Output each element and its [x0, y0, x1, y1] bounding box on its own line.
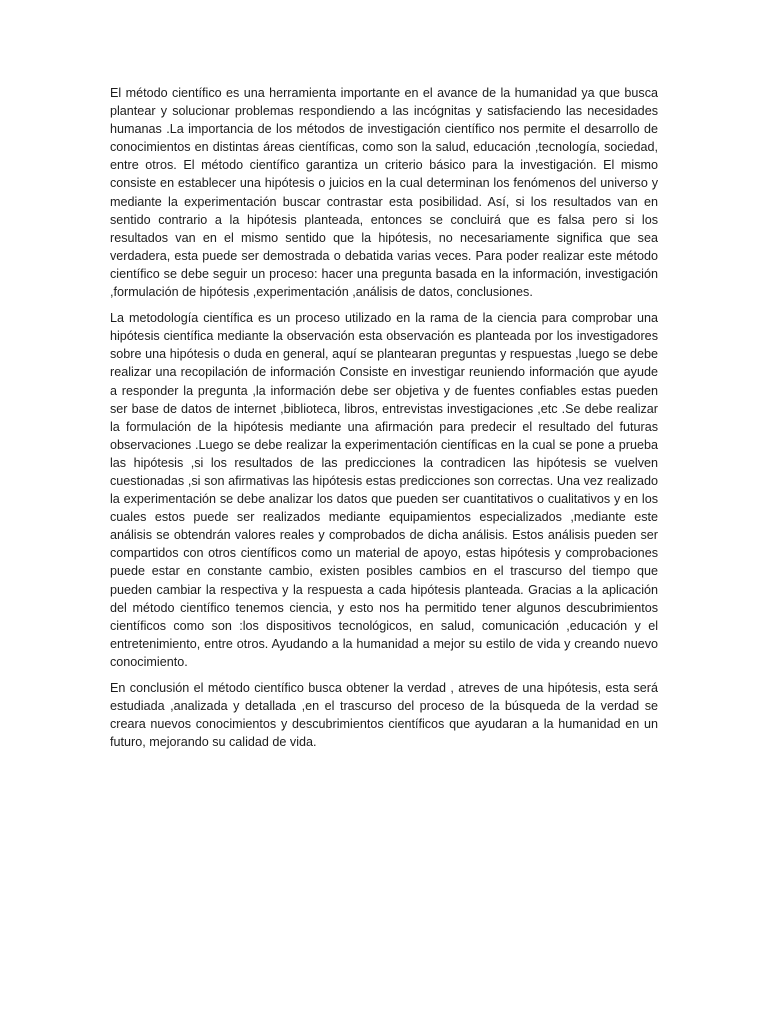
document-body [110, 84, 658, 759]
paragraph-intro: El método científico es una herramienta importante en el avance de la humanidad ya que busca plantear y solucionar problemas respondiendo a las incógnitas y satisfaciendo las necesidades humanas .La importancia de los métodos de investigación científico nos permite el desarrollo de conocimientos en distintas áreas científicas, como son la salud, educación ,tecnología, sociedad, entre otros. El método científico garantiza un criterio básico para la investigación. El mismo consiste en establecer una hipótesis o juicios en la cual determinan los fenómenos del universo y mediante la experimentación buscar contrastar esta posibilidad. Así, si los resultados van en sentido contrario a la hipótesis planteada, entonces se concluirá que es falsa pero si los resultados van en el mismo sentido que la hipótesis, no necesariamente significa que sea verdadera, esta puede ser demostrada o debatida varias veces. Para poder realizar este método científico se debe seguir un proceso: hacer una pregunta basada en la información, investigación ,formulación de hipótesis ,experimentación ,análisis de datos, conclusiones. [110, 86, 658, 300]
paragraph-conclusion: En conclusión el método científico busca obtener la verdad , atreves de una hipótesis, esta será estudiada ,analizada y detallada ,en el trascurso del proceso de la búsqueda de la verdad se creara nuevos conocimientos y descubrimientos científicos que ayudaran a la humanidad en un futuro, mejorando su calidad de vida. [110, 681, 658, 750]
paragraph-methodology: La metodología científica es un proceso utilizado en la rama de la ciencia para comprobar una hipótesis científica mediante la observación esta observación es planteada por los investigadores sobre una hipótesis o duda en general, aquí se plantearan preguntas y respuestas ,luego se debe realizar una recopilación de información Consiste en investigar reuniendo información que ayude a responder la pregunta ,la información debe ser objetiva y de fuentes confiables estas pueden ser base de datos de internet ,biblioteca, libros, entrevistas investigaciones ,etc .Se debe realizar la formulación de la hipótesis mediante una afirmación para predecir el resultado del futuras observaciones .Luego se debe realizar la experimentación científicas en la cual se pone a prueba las hipótesis ,si los resultados de las predicciones la contradicen las hipótesis se vuelven cuestionadas ,si son afirmativas las hipótesis estas predicciones son correctas. Una vez realizado la experimentación se debe analizar los datos que pueden ser cuantitativos o cualitativos y en los cuales estos puede ser realizados mediante equipamientos especializados ,mediante este análisis se obtendrán valores reales y comprobados de dicha análisis. Estos análisis pueden ser compartidos con otros científicos como un material de apoyo, estas hipótesis y comprobaciones puede estar en constante cambio, existen posibles cambios en el trascurso del tiempo que pueden cambiar la respectiva y la respuesta a cada hipótesis planteada. Gracias a la aplicación del método científico tenemos ciencia, y esto nos ha permitido tener algunos descubrimientos científicos como son :los dispositivos tecnológicos, en salud, comunicación ,educación y el entretenimiento, entre otros. Ayudando a la humanidad a mejor su estilo de vida y creando nuevo conocimiento. [110, 311, 658, 669]
